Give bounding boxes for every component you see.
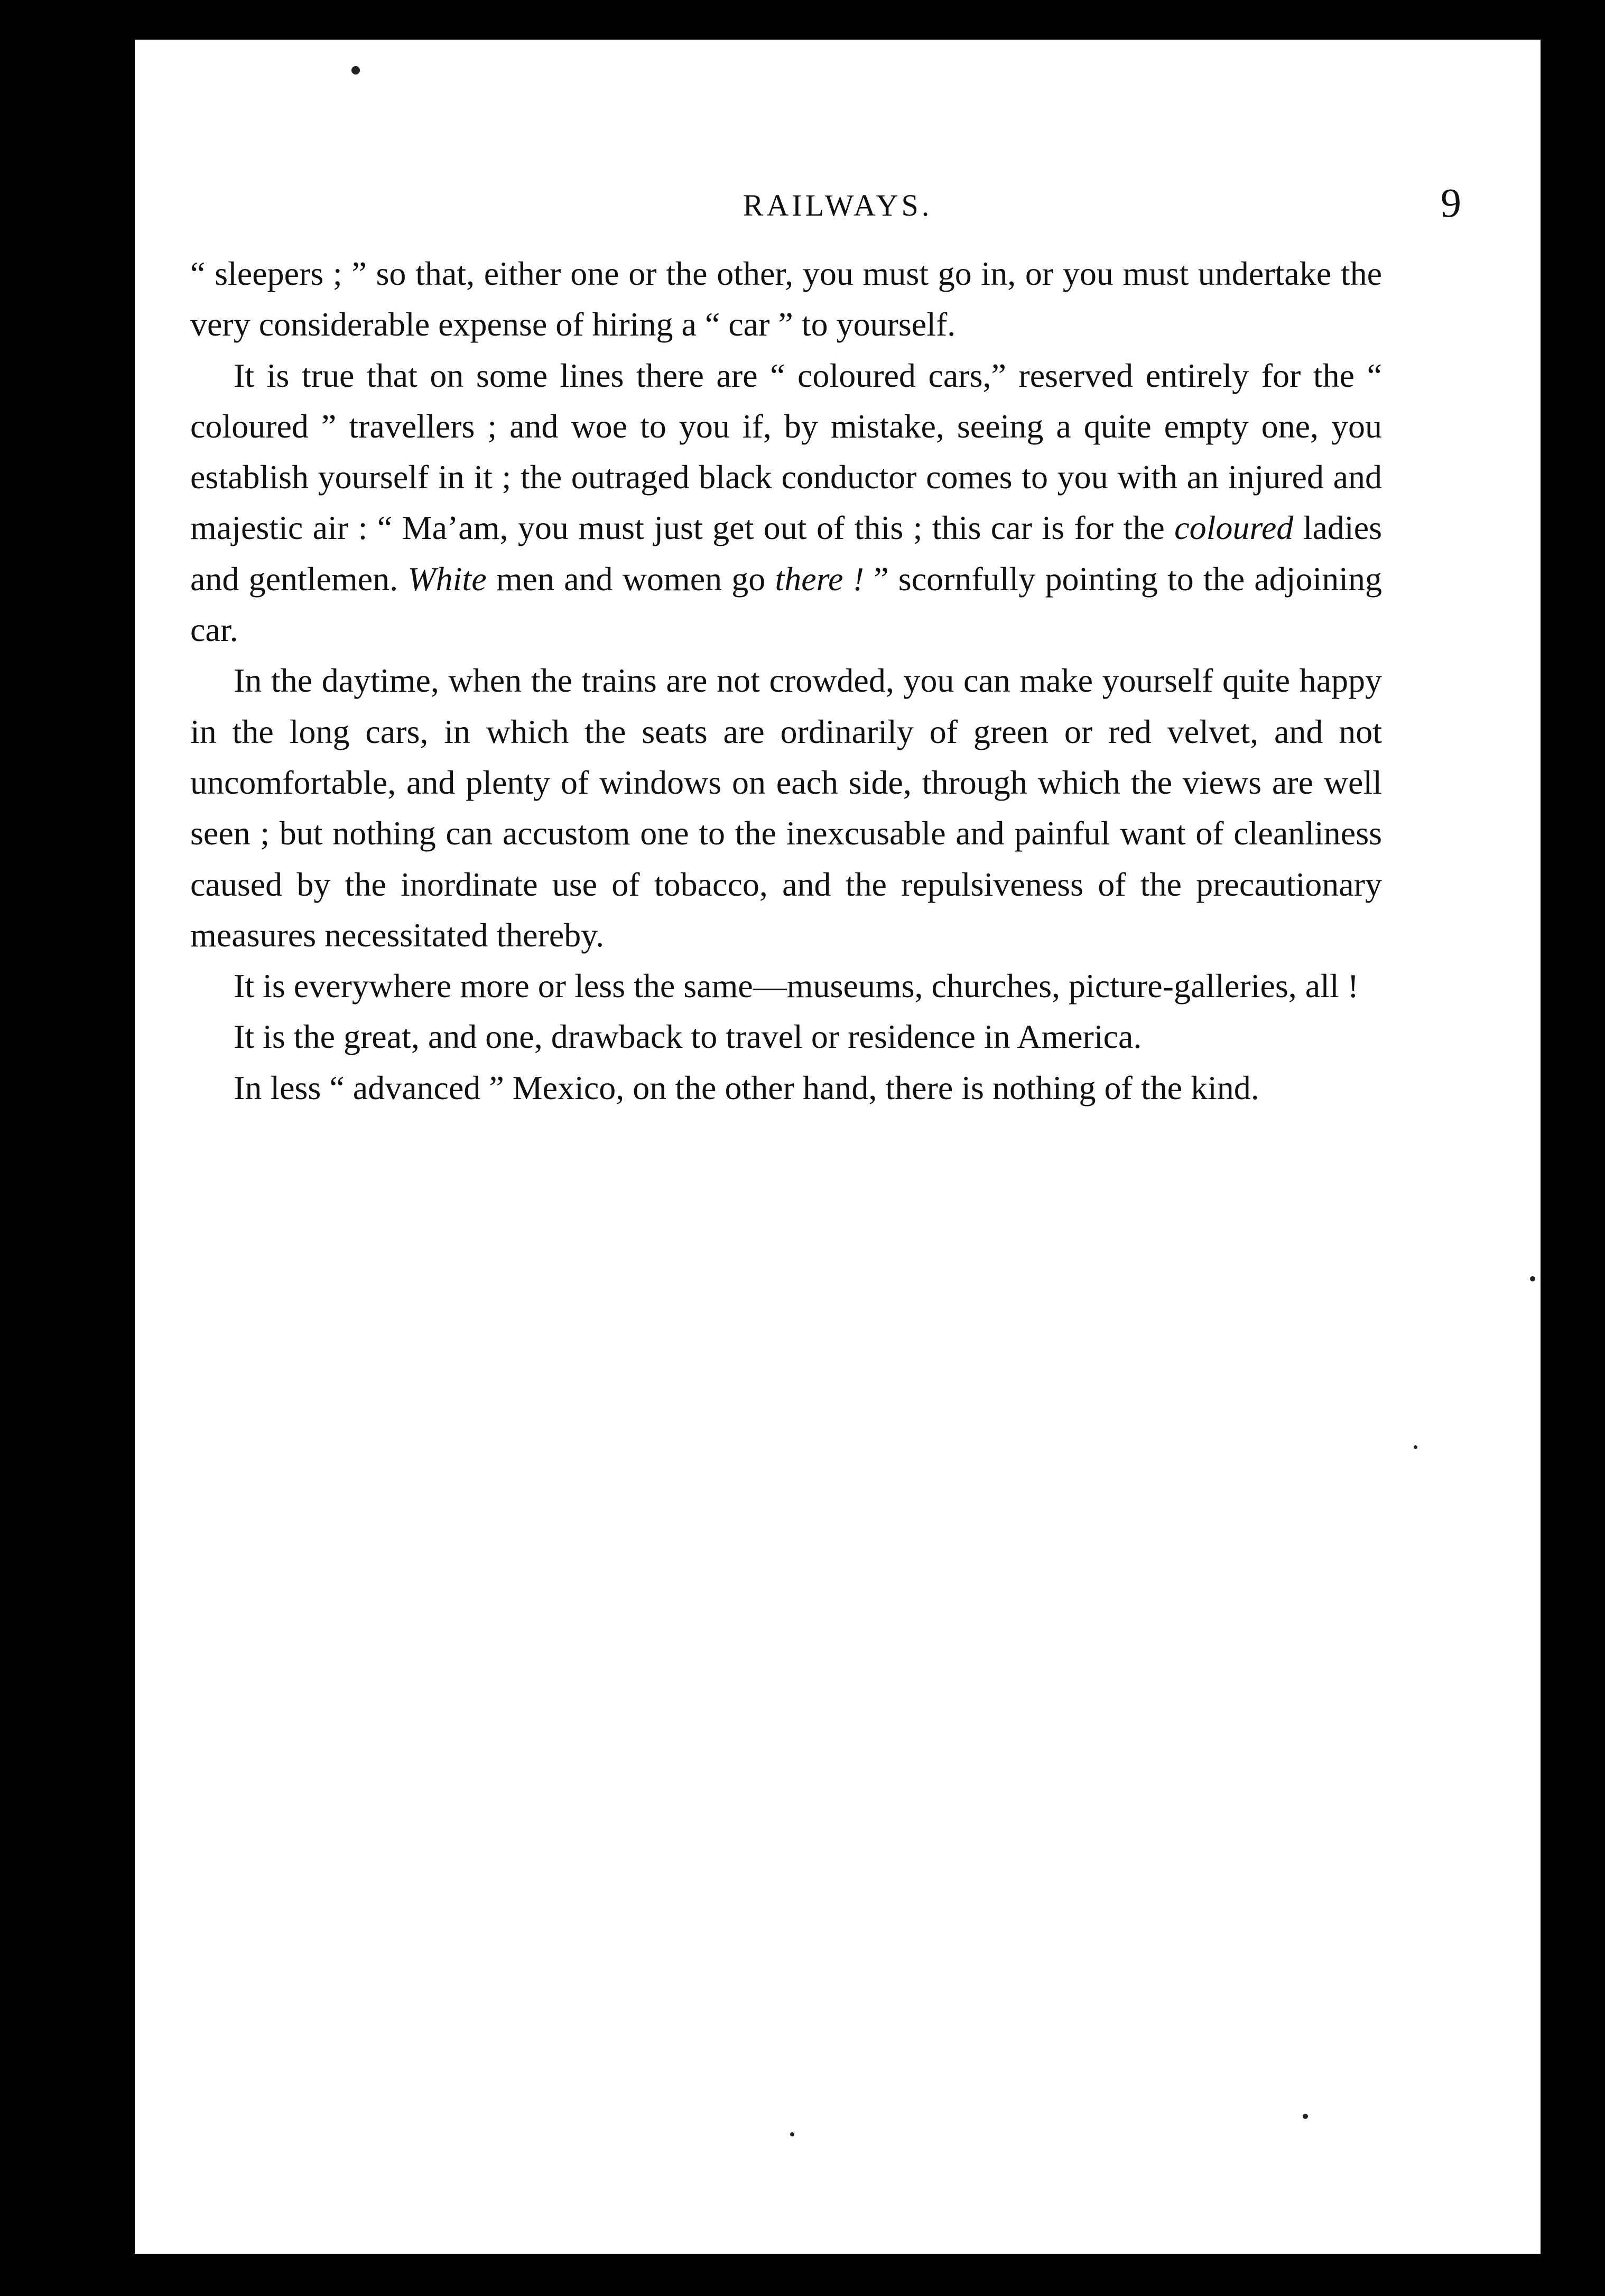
paragraph-3: In the daytime, when the trains are not crowded, you can make yourself quite happy in the long cars, in which the seats are ordinarily of green or red velvet, and not uncomfortable, and plenty of windows on each side, through which the views are well seen ; but nothing can accustom one to the inexcusable and painful want of cleanliness caused by the inordinate use of tobacco, and the repulsiveness of the precautionary measures necessitated thereby. [190, 662, 1382, 954]
paragraph-4: It is everywhere more or less the same—museums, churches, picture-galleries, all ! [234, 967, 1359, 1005]
body-text [190, 248, 1382, 1113]
scan-speck [790, 2132, 794, 2136]
paragraph-5: It is the great, and one, drawback to travel or residence in America. [234, 1018, 1142, 1056]
running-head: RAILWAYS. [743, 188, 933, 222]
italic-coloured: coloured [1174, 509, 1294, 547]
paragraph-6: In less “ advanced ” Mexico, on the other hand, there is nothing of the kind. [234, 1068, 1259, 1107]
scan-speck [1530, 1276, 1535, 1281]
book-page [135, 40, 1541, 2254]
paragraph-2-part-a: It is true that on some lines there are “ coloured cars,” reserved entirely for the “ coloured ” travellers ; and woe to you if, by mistake, seeing a quite empty one, you establish yourself in it ; the outraged black conductor comes to you with an injured and majestic air : “ Ma’am, you must just get out of this ; this car is for the [190, 356, 1382, 547]
paragraph-2-part-d: ” scornfully pointing to the adjoining car. [190, 560, 1383, 649]
scan-speck [1303, 2114, 1308, 2119]
paragraph-2-part-c: men and women go [486, 560, 775, 598]
paragraph-1: “ sleepers ; ” so that, either one or the other, you must go in, or you must undertake the very considerable expense of hiring a “ car ” to yourself. [190, 255, 1382, 343]
page-number: 9 [1441, 180, 1461, 226]
scan-speck [351, 66, 360, 75]
italic-white: White [407, 560, 487, 598]
scan-speck [1414, 1445, 1417, 1449]
page-header [135, 172, 1541, 230]
paragraph-2 [190, 350, 1382, 656]
paragraph-2-part-b: ladies and gentlemen. [190, 509, 1383, 598]
italic-there: there ! [775, 560, 865, 598]
